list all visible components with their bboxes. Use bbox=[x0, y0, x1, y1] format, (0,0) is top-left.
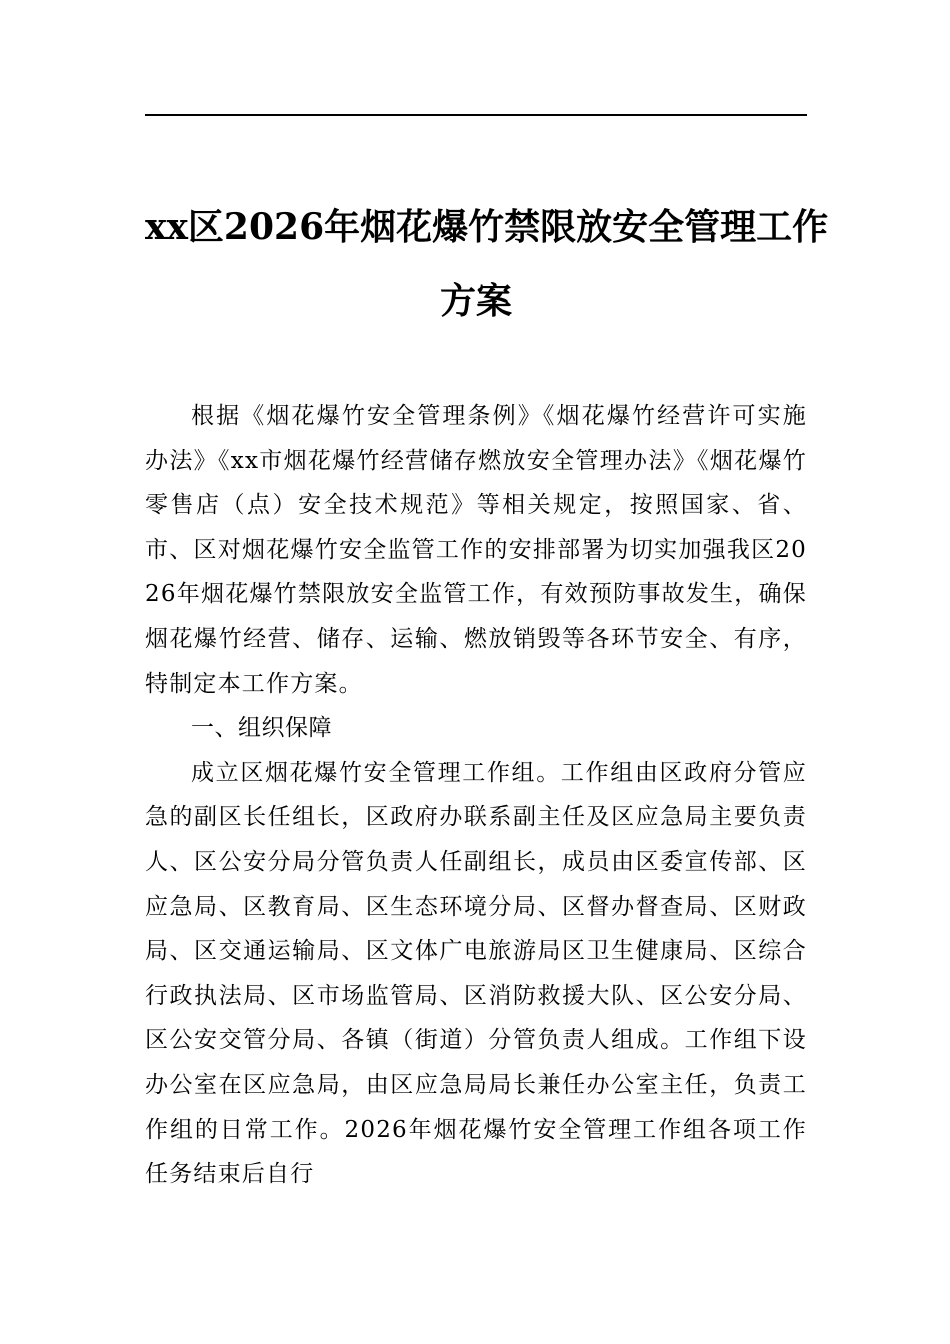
document-title bbox=[145, 190, 829, 338]
document-body bbox=[145, 394, 807, 1197]
header-rule bbox=[145, 114, 807, 116]
document-title-line-1: xx区2026年烟花爆竹禁限放安全管理工作 bbox=[145, 206, 829, 248]
document-title-line-2: 方案 bbox=[439, 280, 512, 322]
intro-paragraph: 根据《烟花爆竹安全管理条例》《烟花爆竹经营许可实施办法》《xx市烟花爆竹经营储存燃放安全管理办法》《烟花爆竹零售店（点）安全技术规范》等相关规定，按照国家、省、市、区对烟花爆竹安全监管工作的安排部署为切实加强我区2026年烟花爆竹禁限放安全监管工作，有效预防事故发生，确保烟花爆竹经营、储存、运输、燃放销毁等各环节安全、有序，特制定本工作方案。 bbox=[145, 403, 807, 697]
section-paragraph-organization: 成立区烟花爆竹安全管理工作组。工作组由区政府分管应急的副区长任组长，区政府办联系副主任及区应急局主要负责人、区公安分局分管负责人任副组长，成员由区委宣传部、区应急局、区教育局、区生态环境分局、区督办督查局、区财政局、区交通运输局、区文体广电旅游局区卫生健康局、区综合行政执法局、区市场监管局、区消防救援大队、区公安分局、区公安交管分局、各镇（街道）分管负责人组成。工作组下设办公室在区应急局，由区应急局局长兼任办公室主任，负责工作组的日常工作。2026年烟花爆竹安全管理工作组各项工作任务结束后自行 bbox=[145, 759, 807, 1188]
section-heading-organization: 一、组织保障 bbox=[191, 715, 332, 742]
